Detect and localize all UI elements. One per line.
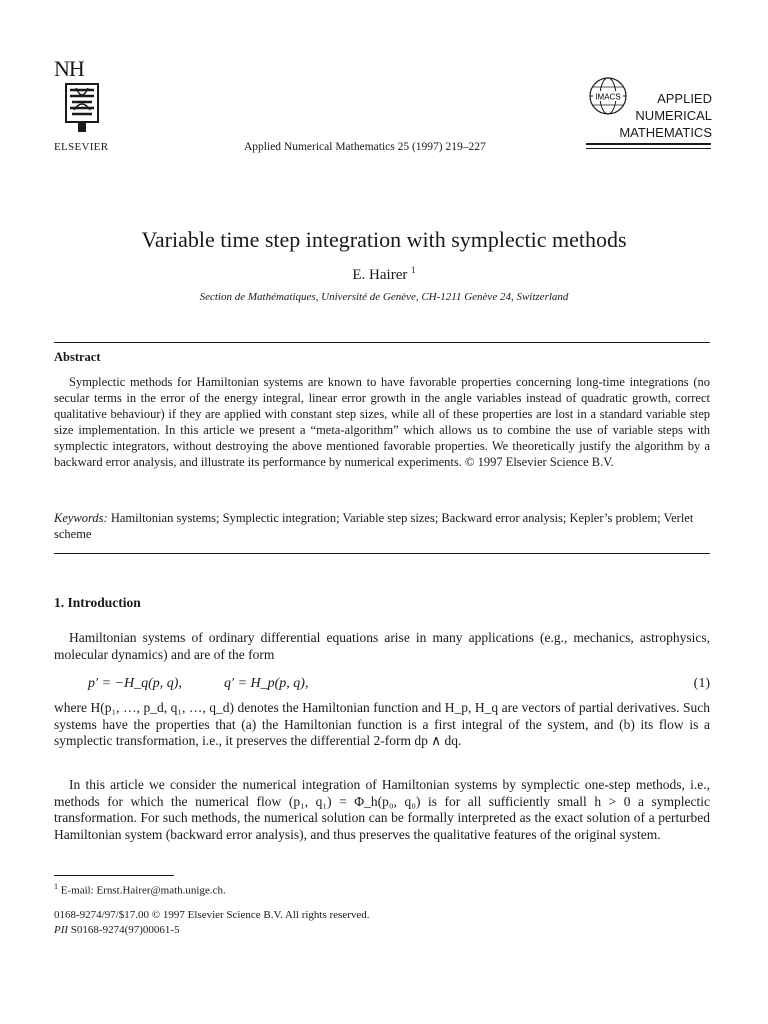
keywords [54,510,710,542]
abstract-text: Symplectic methods for Hamiltonian systems are known to have favorable properties concerning long-time integrations (no secular terms in the error of the energy integral, linear error growth in the angle variables instead of quadratic growth, correct qualitative behaviour) if they are applied with constant step sizes, while all of these properties are lost in a standard variable step size implementation. In this article we present a “meta-algorithm” which allows us to combine the use of variable steps with symplectic integrators, without destroying the above mentioned favorable properties. We theoretically justify the algorithm by a backward error analysis, and illustrate its performance by numerical experiments. © 1997 Elsevier Science B.V. [54,375,710,470]
elsevier-tree-logo-icon [58,80,106,136]
footnote-email: E-mail: Ernst.Hairer@math.unige.ch. [60,884,226,897]
journal-brand [612,90,712,141]
equation-number: (1) [693,676,710,691]
publisher-name: ELSEVIER [54,141,109,153]
journal-brand-line-3: MATHEMATICS [619,125,712,140]
journal-brand-line-1: APPLIED [657,91,712,106]
author-line [0,265,768,284]
intro-paragraph-1: Hamiltonian systems of ordinary differential equations arise in many applications (e.g., mechanics, astrophysics, molecular dynamics) and are of the form [54,630,710,662]
journal-citation: Applied Numerical Mathematics 25 (1997) 219–227 [244,141,486,153]
footnote-rule [54,875,174,876]
equation-right: q′ = H_p(p, q), [224,676,309,691]
abstract-bottom-rule [54,553,710,554]
brand-rule [586,143,711,145]
equation-left: p′ = −H_q(p, q), [88,676,182,691]
intro-paragraph-3: In this article we consider the numerical integration of Hamiltonian systems by symplectic one-step methods, i.e., methods for which the numerical flow (p₁, q₁) = Φ_h(p₀, q₀) is for all sufficiently small h > 0 a symplectic transformation. For such methods, the numerical solution can be formally interpreted as the exact solution of a perturbed Hamiltonian system (backward error analysis), and thus preserves the qualitative features of the original system. [54,777,710,842]
keywords-text: Hamiltonian systems; Symplectic integration; Variable step sizes; Backward error analysis; Kepler’s problem; Verlet scheme [54,511,694,541]
imacs-badge-text: IMACS [595,92,621,102]
author-name: E. Hairer [352,267,408,283]
publisher-logo-letters: NH [54,56,84,81]
footnote [54,882,226,897]
section-heading: 1. Introduction [54,595,141,610]
paper-title: Variable time step integration with symplectic methods [141,227,627,252]
affiliation: Section de Mathématiques, Université de Genève, CH-1211 Genève 24, Switzerland [199,291,569,303]
equation-1 [54,676,710,696]
pii-line [54,923,370,938]
intro-paragraph-2: where H(p₁, …, p_d, q₁, …, q_d) denotes the Hamiltonian function and H_p, H_q are vectors of partial derivatives. Such systems have the properties that (a) the Hamiltonian function is a first integral of the system, and (b) its flow is a symplectic transformation, i.e., it preserves the differential 2-form dp ∧ dq. [54,700,710,748]
keywords-label: Keywords: [54,511,108,525]
journal-brand-line-2: NUMERICAL [635,108,712,123]
pii-value: S0168-9274(97)00061-5 [70,924,180,936]
abstract-top-rule [54,342,710,343]
copyright-line: 0168-9274/97/$17.00 © 1997 Elsevier Science B.V. All rights reserved. [54,909,370,921]
brand-rule-thin [586,148,711,149]
pii-label: PII [54,924,69,936]
author-footnote-mark: 1 [411,265,416,275]
footnote-mark: 1 [54,882,58,891]
abstract-heading: Abstract [54,350,101,364]
copyright-block [54,908,370,938]
